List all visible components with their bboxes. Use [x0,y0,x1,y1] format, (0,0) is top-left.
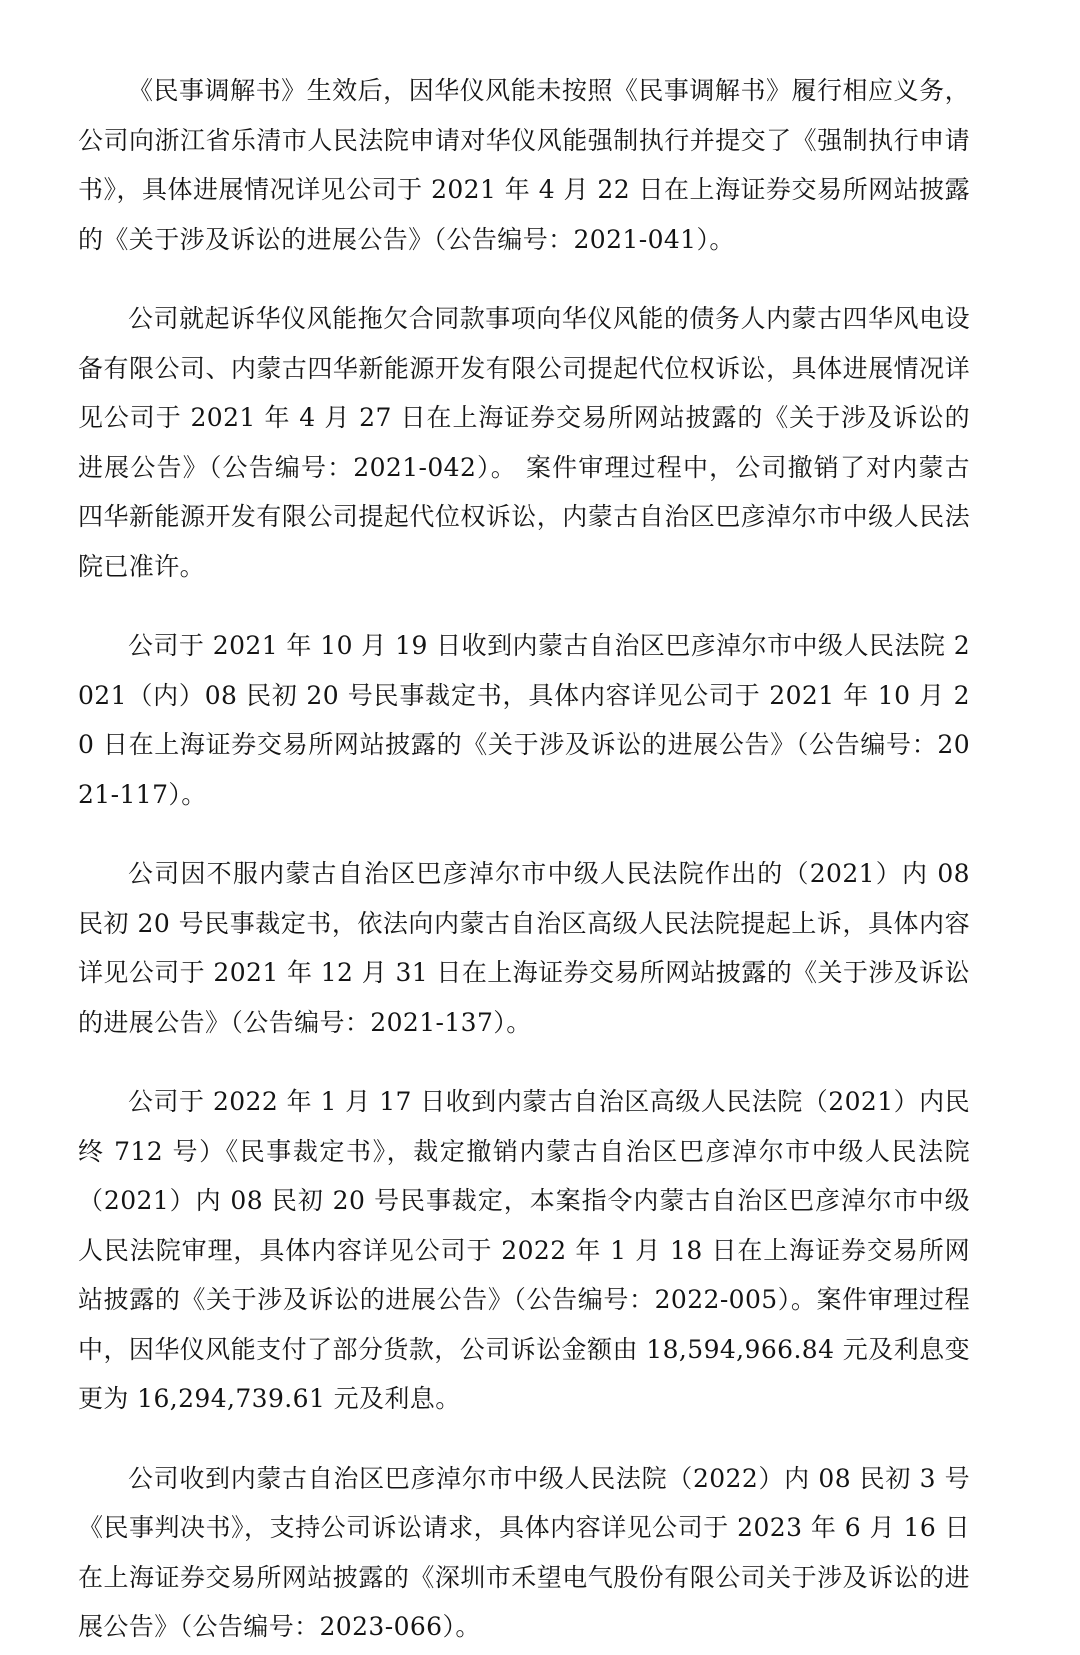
paragraph-civil-ruling-2021: 公司于 2021 年 10 月 19 日收到内蒙古自治区巴彦淖尔市中级人民法院 2021（内）08 民初 20 号民事裁定书，具体内容详见公司于 2021 年 10 月 20 日在上海证券交易所网站披露的《关于涉及诉讼的进展公告》（公告编号：2021-117）。 [78,631,970,809]
paragraph-civil-judgment-2023: 公司收到内蒙古自治区巴彦淖尔市中级人民法院（2022）内 08 民初 3 号《民事判决书》，支持公司诉讼请求，具体内容详见公司于 2023 年 6 月 16 日在上海证券交易所网站披露的《深圳市禾望电气股份有限公司关于涉及诉讼的进展公告》（公告编号：2023-066）。 [78,1463,970,1641]
paragraph-subrogation-lawsuit: 公司就起诉华仪风能拖欠合同款事项向华仪风能的债务人内蒙古四华风电设备有限公司、内蒙古四华新能源开发有限公司提起代位权诉讼，具体进展情况详见公司于 2021 年 4 月 27 日在上海证券交易所网站披露的《关于涉及诉讼的进展公告》（公告编号：2021-042）。 案件审理过程中，公司撤销了对内蒙古四华新能源开发有限公司提起代位权诉讼，内蒙古自治区巴彦淖尔市中级人民法院已准许。 [78,304,970,581]
paragraph-enforcement-application: 《民事调解书》生效后，因华仪风能未按照《民事调解书》履行相应义务，公司向浙江省乐清市人民法院申请对华仪风能强制执行并提交了《强制执行申请书》，具体进展情况详见公司于 2021 年 4 月 22 日在上海证券交易所网站披露的《关于涉及诉讼的进展公告》（公告编号：2021-041）。 [78,76,970,254]
paragraph-high-court-ruling: 公司于 2022 年 1 月 17 日收到内蒙古自治区高级人民法院（2021）内民终 712 号）《民事裁定书》，裁定撤销内蒙古自治区巴彦淖尔市中级人民法院（2021）内 08 民初 20 号民事裁定，本案指令内蒙古自治区巴彦淖尔市中级人民法院审理，具体内容详见公司于 2022 年 1 月 18 日在上海证券交易所网站披露的《关于涉及诉讼的进展公告》（公告编号：2022-005）。案件审理过程中，因华仪风能支付了部分货款，公司诉讼金额由 18,594,966.84 元及利息变更为 16,294,739.61 元及利息。 [78,1087,970,1413]
paragraph-appeal: 公司因不服内蒙古自治区巴彦淖尔市中级人民法院作出的（2021）内 08 民初 20 号民事裁定书，依法向内蒙古自治区高级人民法院提起上诉，具体内容详见公司于 2021 年 12 月 31 日在上海证券交易所网站披露的《关于涉及诉讼的进展公告》（公告编号：2021-137）。 [78,859,970,1037]
